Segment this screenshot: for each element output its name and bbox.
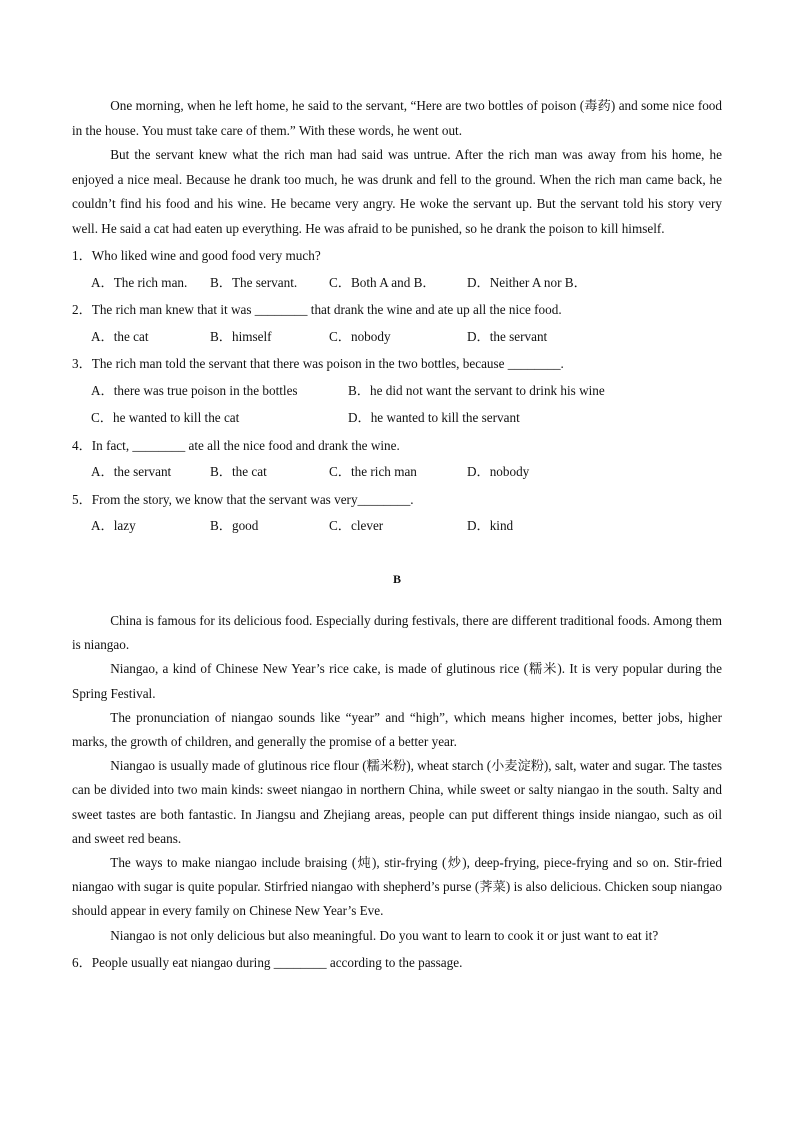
question-3-stem: 3．The rich man told the servant that there was poison in the two bottles, because ________.: [72, 356, 564, 371]
question-5-option-a: A．lazy: [91, 518, 136, 533]
question-3-option-a: A．there was true poison in the bottles: [91, 382, 298, 398]
question-5-option-d: D．kind: [467, 518, 514, 533]
question-4-option-b: B．the cat: [210, 464, 267, 479]
passage-b-paragraph-2: Niangao, a kind of Chinese New Year’s rice cake, is made of glutinous rice (糯米). It is very popular during the Spring Festival.: [72, 661, 722, 701]
question-5-options: [72, 514, 722, 539]
section-b: [72, 609, 722, 975]
question-3-option-d: D．he wanted to kill the servant: [348, 410, 520, 425]
passage-a-paragraph-2: But the servant knew what the rich man had said was untrue. After the rich man was away from his home, he enjoyed a nice meal. Because he drank too much, he was drunk and fell to the ground. When the rich man came back, he couldn’t find his food and his wine. He became very angry. He woke the servant up. But the servant told his story very well. He said a cat had eaten up everything. He was afraid to be punished, so he drank the poison to kill himself.: [72, 147, 722, 236]
question-3-options-row-2: [72, 406, 722, 431]
passage-a-paragraph-1: One morning, when he left home, he said to the servant, “Here are two bottles of poison (毒药) and some nice food in the house. You must take care of them.” With these words, he went out.: [72, 98, 722, 138]
question-5-option-b: B．good: [210, 518, 259, 533]
question-4-option-c: C．the rich man: [329, 464, 417, 479]
question-5-stem: 5．From the story, we know that the servant was very________.: [72, 491, 414, 507]
passage-b-paragraph-3: The pronunciation of niangao sounds like “year” and “high”, which means higher incomes, better jobs, higher marks, the growth of children, and generally the promise of a better year.: [72, 709, 722, 750]
question-6-stem: 6．People usually eat niangao during ________ according to the passage.: [72, 954, 463, 970]
question-1-options: [72, 271, 722, 296]
passage-b-paragraph-6: Niangao is not only delicious but also meaningful. Do you want to learn to cook it or just want to eat it?: [110, 927, 659, 943]
question-1-option-a: A．The rich man.: [91, 274, 188, 290]
question-2-option-c: C．nobody: [329, 328, 391, 344]
question-3-option-b: B．he did not want the servant to drink his wine: [348, 382, 605, 398]
question-3-options-row-1: [72, 379, 722, 404]
question-2-stem: 2．The rich man knew that it was ________ that drank the wine and ate up all the nice food.: [72, 302, 562, 317]
section-b-heading: B: [392, 571, 401, 586]
question-1-option-b: B．The servant.: [210, 274, 298, 290]
question-5-option-c: C．clever: [329, 518, 384, 533]
passage-b-paragraph-4: Niangao is usually made of glutinous rice flour (糯米粉), wheat starch (小麦淀粉), salt, water and sugar. The tastes can be divided into two main kinds: sweet niangao in northern China, while sweet or salty niangao in the south. Salty and sweet tastes are both fantastic. In Jiangsu and Zhejiang areas, people can put different things inside niangao, such as oil and sweet red beans.: [72, 758, 722, 846]
question-3-option-c: C．he wanted to kill the cat: [91, 410, 240, 425]
document-page: [72, 94, 722, 975]
question-4-option-d: D．nobody: [467, 464, 530, 479]
passage-b-paragraph-1: China is famous for its delicious food. Especially during festivals, there are different traditional foods. Among them is niangao.: [72, 613, 722, 653]
question-1-option-c: C．Both A and B．: [329, 274, 436, 290]
question-2-option-b: B．himself: [210, 328, 272, 344]
passage-b-paragraph-5: The ways to make niangao include braising (炖), stir-frying (炒), deep-frying, piece-frying and so on. Stir-fried niangao with sugar is quite popular. Stirfried niangao with shepherd’s purse (荠菜) is also delicious. Chicken soup niangao should appear in every family on Chinese New Year’s Eve.: [72, 855, 722, 919]
question-1-option-d: D．Neither A nor B．: [467, 274, 587, 290]
question-1-stem: 1．Who liked wine and good food very much?: [72, 248, 321, 263]
question-4-option-a: A．the servant: [91, 464, 172, 479]
question-2-option-a: A．the cat: [91, 328, 149, 344]
question-2-option-d: D．the servant: [467, 328, 548, 344]
question-4-stem: 4．In fact, ________ ate all the nice food and drank the wine.: [72, 437, 400, 453]
question-4-options: [72, 460, 722, 485]
question-2-options: [72, 325, 722, 350]
